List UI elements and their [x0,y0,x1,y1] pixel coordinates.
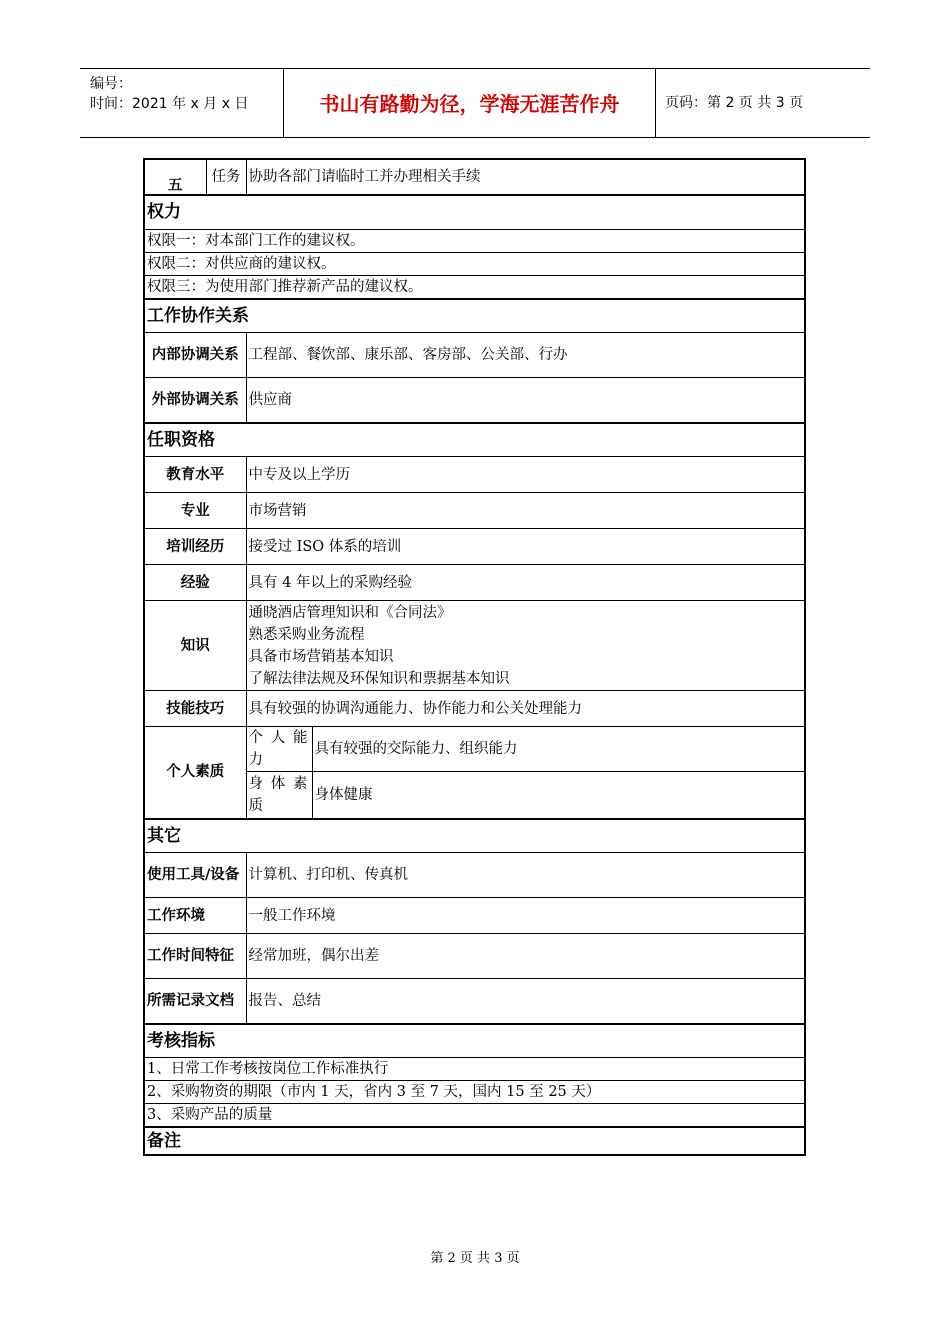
work-time-value: 经常加班，偶尔出差 [246,934,805,979]
training-value: 接受过 ISO 体系的培训 [246,529,805,565]
task-label: 任务 [206,159,246,195]
skills-label: 技能技巧 [144,691,246,727]
knowledge-value [246,601,805,691]
task-row [144,159,805,195]
training-label: 培训经历 [144,529,246,565]
header-motto: 书山有路勤为径，学海无涯苦作舟 [284,69,656,137]
environment-label: 工作环境 [144,898,246,934]
authority-title: 权力 [144,195,805,229]
assessment-item-3: 3、采购产品的质量 [144,1104,805,1128]
records-label: 所需记录文档 [144,979,246,1024]
task-number: 五 [144,159,206,195]
knowledge-line-3: 具备市场营销基本知识 [248,648,394,665]
experience-label: 经验 [144,565,246,601]
major-label: 专业 [144,493,246,529]
physical-quality-label: 身体素质 [246,772,312,819]
header-page-number: 页码：第 2 页 共 3 页 [665,95,804,111]
personal-ability-label: 个人能力 [246,727,312,772]
remarks-title: 备注 [144,1127,805,1155]
assessment-title: 考核指标 [144,1024,805,1058]
knowledge-label: 知识 [144,601,246,691]
education-value: 中专及以上学历 [246,457,805,493]
education-label: 教育水平 [144,457,246,493]
date-text: 时间：2021 年 x 月 x 日 [90,96,249,112]
job-description-table [143,158,806,1156]
assessment-item-1: 1、日常工作考核按岗位工作标准执行 [144,1058,805,1081]
major-value: 市场营销 [246,493,805,529]
physical-quality-value: 身体健康 [312,772,805,819]
tools-value: 计算机、打印机、传真机 [246,853,805,898]
tools-label: 使用工具/设备 [144,853,246,898]
external-relations-label: 外部协调关系 [144,378,246,423]
page-header [80,68,870,138]
knowledge-line-4: 了解法律法规及环保知识和票据基本知识 [248,670,510,687]
external-relations-value: 供应商 [246,378,805,423]
page-footer: 第 2 页 共 3 页 [430,1251,520,1266]
internal-relations-label: 内部协调关系 [144,333,246,378]
code-label: 编号： [90,76,132,92]
environment-value: 一般工作环境 [246,898,805,934]
knowledge-line-1: 通晓酒店管理知识和《合同法》 [248,604,452,621]
other-title: 其它 [144,819,805,853]
knowledge-line-2: 熟悉采购业务流程 [248,626,365,643]
qualifications-title: 任职资格 [144,423,805,457]
authority-item-1: 权限一：对本部门工作的建议权。 [144,229,805,252]
personal-qualities-label: 个人素质 [144,727,246,819]
relations-title: 工作协作关系 [144,299,805,333]
authority-item-2: 权限二：对供应商的建议权。 [144,252,805,275]
skills-value: 具有较强的协调沟通能力、协作能力和公关处理能力 [246,691,805,727]
records-value: 报告、总结 [246,979,805,1024]
task-content: 协助各部门请临时工并办理相关手续 [246,159,805,195]
work-time-label: 工作时间特征 [144,934,246,979]
authority-item-3: 权限三：为使用部门推荐新产品的建议权。 [144,275,805,299]
personal-ability-value: 具有较强的交际能力、组织能力 [312,727,805,772]
assessment-item-2: 2、采购物资的期限（市内 1 天，省内 3 至 7 天，国内 15 至 25 天） [144,1081,805,1104]
header-meta [80,69,284,137]
internal-relations-value: 工程部、餐饮部、康乐部、客房部、公关部、行办 [246,333,805,378]
experience-value: 具有 4 年以上的采购经验 [246,565,805,601]
